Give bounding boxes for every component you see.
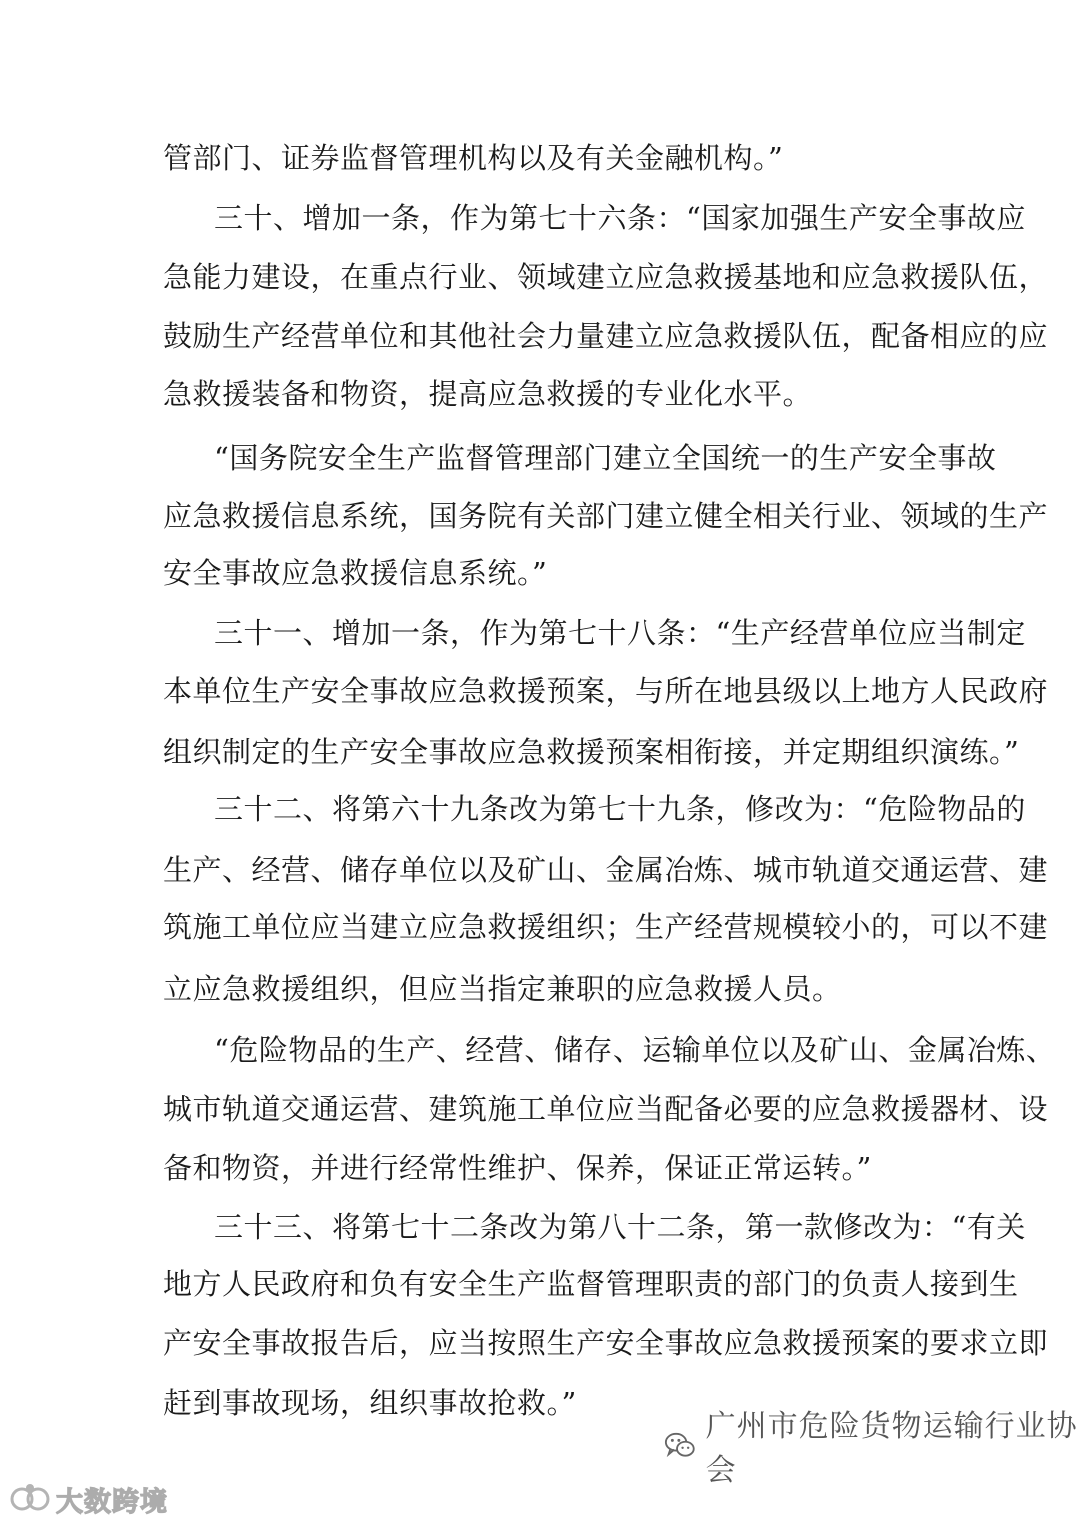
document-line: 安全事故应急救援信息系统。”	[163, 556, 548, 590]
document-line: 筑施工单位应当建立应急救援组织；生产经营规模较小的，可以不建	[163, 910, 1049, 944]
dashu-logo-icon	[8, 1479, 52, 1519]
document-line: 管部门、证券监督管理机构以及有关金融机构。”	[163, 141, 784, 175]
document-line: 三十三、将第七十二条改为第八十二条，第一款修改为：“有关	[214, 1210, 1026, 1244]
document-line: 鼓励生产经营单位和其他社会力量建立应急救援队伍，配备相应的应	[163, 319, 1049, 353]
document-line: 备和物资，并进行经常性维护、保养，保证正常运转。”	[163, 1151, 872, 1185]
document-line: 城市轨道交通运营、建筑施工单位应当配备必要的应急救援器材、设	[163, 1092, 1049, 1126]
document-line: 生产、经营、储存单位以及矿山、金属冶炼、城市轨道交通运营、建	[163, 853, 1049, 887]
document-line: “危险物品的生产、经营、储存、运输单位以及矿山、金属冶炼、	[214, 1033, 1056, 1067]
wechat-account-name: 广州市危险货物运输行业协会	[705, 1409, 1078, 1488]
document-line: 组织制定的生产安全事故应急救援预案相衔接，并定期组织演练。”	[163, 735, 1020, 769]
document-line: 应急救援信息系统，国务院有关部门建立健全相关行业、领域的生产	[163, 499, 1049, 533]
wechat-account-watermark	[664, 1409, 1080, 1488]
document-line: 三十一、增加一条，作为第七十八条：“生产经营单位应当制定	[214, 616, 1026, 650]
document-line: 赶到事故现场，组织事故抢救。”	[163, 1386, 577, 1420]
document-line: 立应急救援组织，但应当指定兼职的应急救援人员。	[163, 972, 842, 1006]
document-line: 三十、增加一条，作为第七十六条：“国家加强生产安全事故应	[214, 201, 1026, 235]
dashu-watermark-text: 大数跨境	[56, 1486, 168, 1518]
document-line: “国务院安全生产监督管理部门建立全国统一的生产安全事故	[214, 441, 997, 475]
document-line: 本单位生产安全事故应急救援预案，与所在地县级以上地方人民政府	[163, 674, 1049, 708]
document-line: 急能力建设，在重点行业、领域建立应急救援基地和应急救援队伍，	[163, 260, 1049, 294]
document-line: 产安全事故报告后，应当按照生产安全事故应急救援预案的要求立即	[163, 1326, 1049, 1360]
document-line: 急救援装备和物资，提高应急救援的专业化水平。	[163, 377, 813, 411]
dashu-watermark	[8, 1478, 168, 1520]
document-line: 三十二、将第六十九条改为第七十九条，修改为：“危险物品的	[214, 792, 1026, 826]
wechat-icon	[664, 1430, 696, 1460]
document-line: 地方人民政府和负有安全生产监督管理职责的部门的负责人接到生	[163, 1267, 1019, 1301]
